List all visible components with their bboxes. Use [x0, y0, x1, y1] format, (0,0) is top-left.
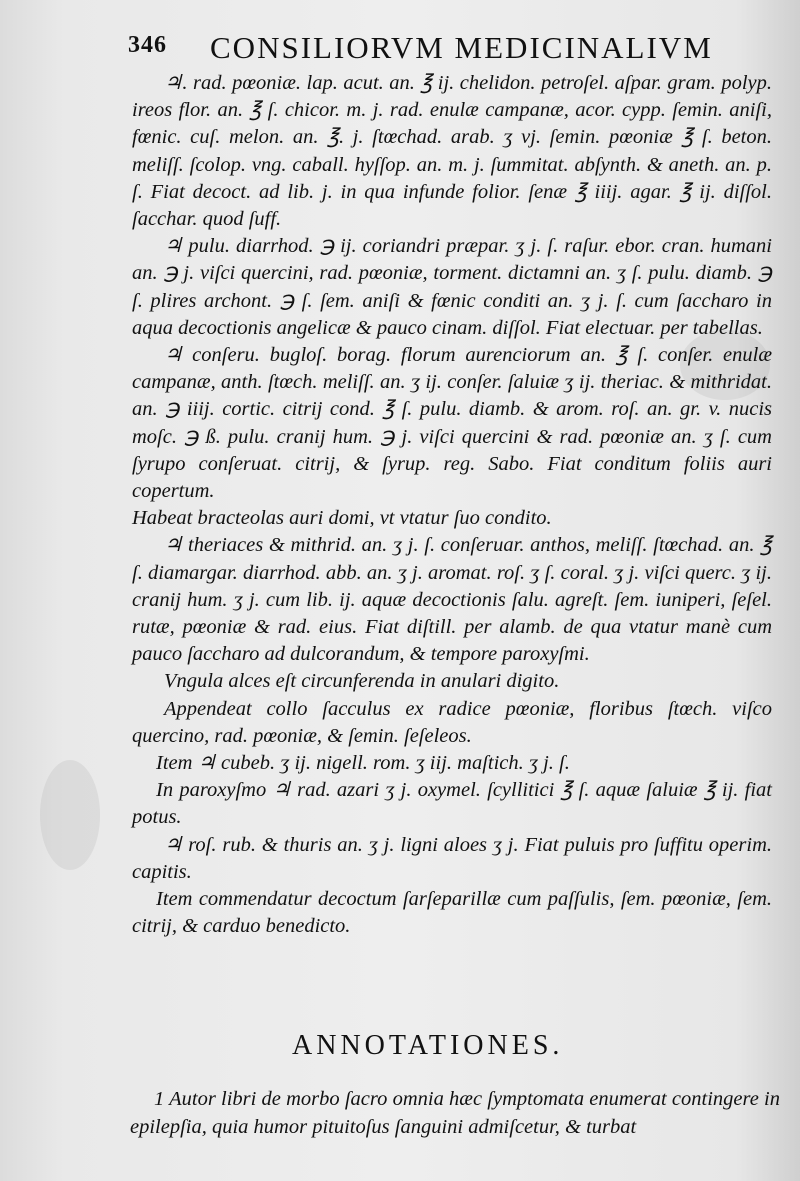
running-title: CONSILIORVM MEDICINALIVM — [210, 30, 713, 65]
annotation-text — [130, 1085, 780, 1141]
prescription-paragraph: ♃. rad. pœoniæ. lap. acut. an. ℥ ij. chelidon. petroſel. aſpar. gram. polyp. ireos flor. an. ℥ ſ. chicor. m. j. rad. enulæ campanæ, acor. cypp. ſemin. aniſi, fœnic. cuſ. melon. an. ℥. j. ſtœchad. arab. ʒ vj. ſemin. pœoniæ ℥ ſ. beton. meliſſ. ſcolop. vng. caball. hyſſop. an. m. j. ſummitat. abſynth. & aneth. an. p. ſ. Fiat decoct. ad lib. j. in qua infunde folior. ſenæ ℥ iiij. agar. ℥ ij. diſſol. ſacchar. quod ſuff. — [132, 72, 772, 231]
page-number: 346 — [128, 32, 167, 58]
item-line: Item commendatur decoctum ſarſeparillæ cum paſſulis, ſem. pœoniæ, ſem. citrij, & carduo benedicto. — [132, 888, 772, 938]
instruction-line: Vngula alces eſt circunferenda in anulari digito. — [164, 670, 560, 693]
prescription-paragraph: ♃ theriaces & mithrid. an. ʒ j. ſ. conſeruar. anthos, meliſſ. ſtœchad. an. ℥ ſ. diamargar. diarrhod. abb. an. ʒ j. aromat. roſ. ʒ ſ. coral. ʒ j. viſci querc. ʒ ij. cranij hum. ʒ j. cum lib. ij. aquæ decoctionis ſalu. agreſt. ſem. iuniperi, ſeſel. rutæ, pœoniæ & rad. eius. Fiat diſtill. per alamb. de qua vtatur manè cum pauco ſaccharo ad dulcorandum, & tempore paroxyſmi. — [132, 534, 772, 666]
item-line: Item ♃ cubeb. ʒ ij. nigell. rom. ʒ iij. maſtich. ʒ j. ſ. — [156, 752, 570, 775]
prescription-paragraph: ♃ conſeru. bugloſ. borag. florum aurenciorum an. ℥ ſ. conſer. enulæ campanæ, anth. ſtœch. meliſſ. an. ʒ ij. conſer. ſaluiæ ʒ ij. theriac. & mithridat. an. ℈ iiij. cortic. citrij cond. ℥ ſ. pulu. diamb. & arom. roſ. an. gr. v. nucis moſc. ℈ ß. pulu. cranij hum. ℈ j. viſci quercini & rad. pœoniæ an. ʒ ſ. cum ſyrupo conſeruat. citrij, & ſyrup. reg. Sabo. Fiat conditum foliis auri copertum. — [132, 344, 772, 503]
paper-stain — [40, 760, 100, 870]
prescription-paragraph: ♃ roſ. rub. & thuris an. ʒ j. ligni aloes ʒ j. Fiat puluis pro ſuffitu operim. capitis. — [132, 833, 772, 883]
paroxysm-line: In paroxyſmo ♃ rad. azari ʒ j. oxymel. ſcyllitici ℥ ſ. aquæ ſaluiæ ℥ ij. fiat potus. — [132, 779, 772, 829]
annotations-heading: ANNOTATIONES. — [292, 1030, 564, 1061]
instruction-paragraph: Appendeat collo ſacculus ex radice pœoniæ, floribus ſtœch. viſco quercino, rad. pœoniæ, & ſemin. ſeſeleos. — [132, 697, 772, 747]
instruction-line: Habeat bracteolas auri domi, vt vtatur ſuo condito. — [132, 507, 552, 530]
annotation-paragraph: 1 Autor libri de morbo ſacro omnia hæc ſymptomata enumerat contingere in epilepſia, quia humor pituitoſus ſanguini admiſcetur, & turbat — [130, 1088, 780, 1138]
prescription-paragraph: ♃ pulu. diarrhod. ℈ ij. coriandri præpar. ʒ j. ſ. raſur. ebor. cran. humani an. ℈ j. viſci quercini, rad. pœoniæ, torment. dictamni an. ʒ ſ. pulu. diamb. ℈ ſ. plires archont. ℈ ſ. ſem. aniſi & fœnic conditi an. ʒ j. ſ. cum ſaccharo in aqua decoctionis angelicæ & pauco cinam. diſſol. Fiat electuar. per tabellas. — [132, 235, 772, 339]
page-header — [128, 30, 748, 68]
prescription-text — [132, 70, 772, 941]
